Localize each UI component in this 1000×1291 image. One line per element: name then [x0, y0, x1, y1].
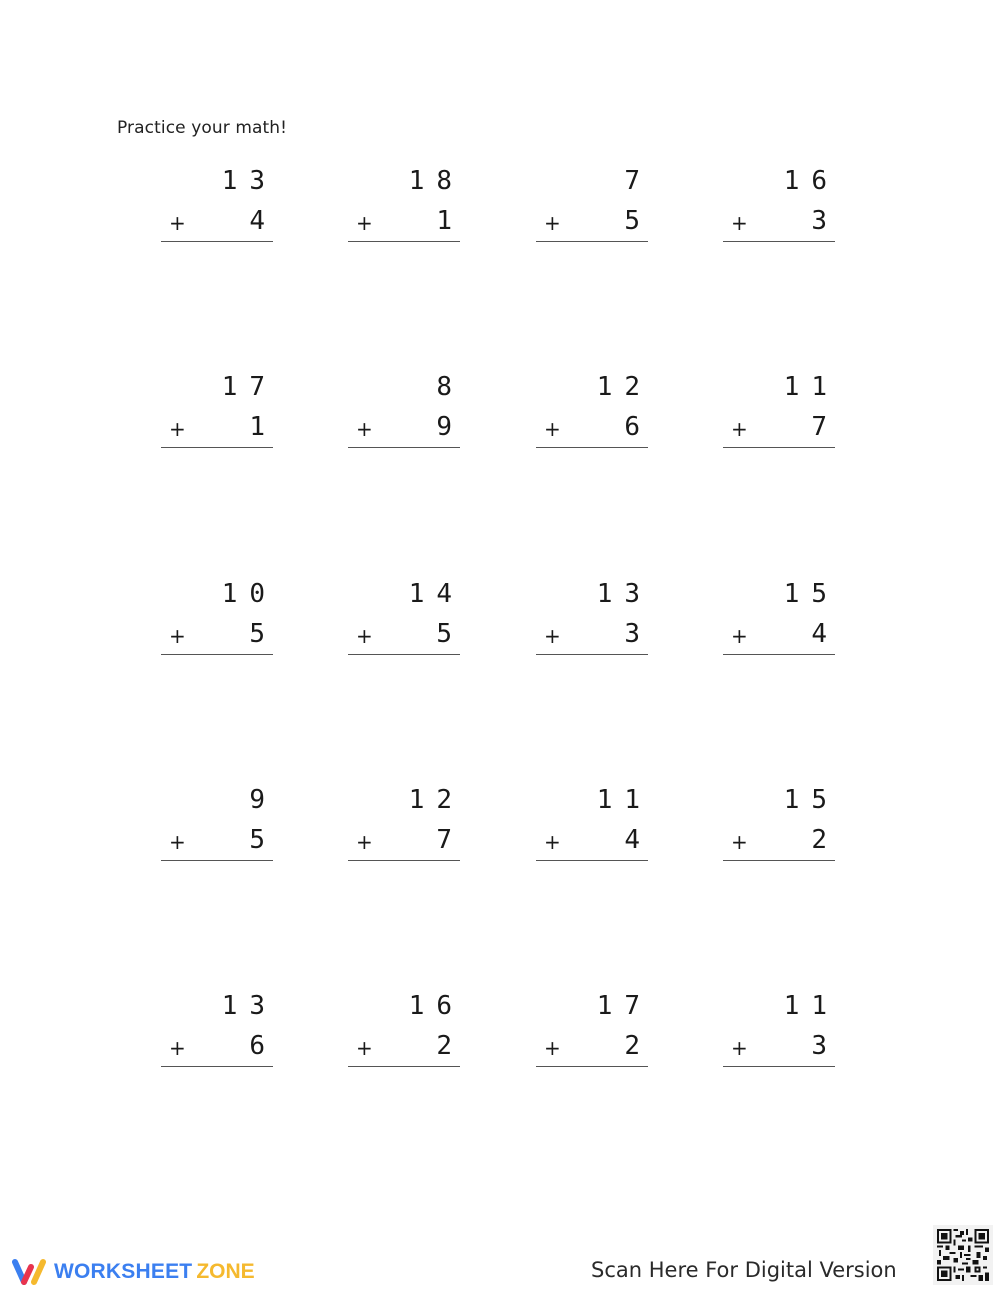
second-addend: 2 [624, 1031, 652, 1061]
first-addend: 9 [249, 785, 277, 815]
first-addend: 13 [221, 991, 277, 1021]
addition-problem [348, 166, 464, 256]
answer-line [161, 1066, 273, 1067]
second-addend: 4 [624, 825, 652, 855]
addition-problem [161, 372, 277, 462]
addition-problem [161, 579, 277, 669]
addition-problem [161, 785, 277, 875]
plus-sign: + [731, 830, 748, 854]
second-addend: 7 [811, 412, 839, 442]
answer-line [348, 447, 460, 448]
answer-line [723, 447, 835, 448]
first-addend: 16 [408, 991, 464, 1021]
plus-sign: + [169, 830, 186, 854]
answer-line [348, 654, 460, 655]
answer-line [161, 241, 273, 242]
first-addend: 11 [783, 991, 839, 1021]
plus-sign: + [356, 830, 373, 854]
answer-line [161, 447, 273, 448]
answer-line [536, 241, 648, 242]
addition-problem [348, 579, 464, 669]
first-addend: 11 [596, 785, 652, 815]
addition-problem [536, 785, 652, 875]
addition-problem [723, 579, 839, 669]
second-addend: 4 [811, 619, 839, 649]
plus-sign: + [169, 624, 186, 648]
answer-line [536, 447, 648, 448]
first-addend: 13 [221, 166, 277, 196]
second-addend: 7 [436, 825, 464, 855]
first-addend: 10 [221, 579, 277, 609]
first-addend: 15 [783, 579, 839, 609]
plus-sign: + [356, 211, 373, 235]
worksheet-zone-logo-icon [10, 1257, 48, 1287]
answer-line [723, 241, 835, 242]
worksheet-zone-logo[interactable] [10, 1256, 255, 1288]
answer-line [723, 860, 835, 861]
addition-problem [536, 372, 652, 462]
second-addend: 5 [436, 619, 464, 649]
answer-line [536, 1066, 648, 1067]
first-addend: 14 [408, 579, 464, 609]
answer-line [536, 654, 648, 655]
plus-sign: + [544, 830, 561, 854]
answer-line [348, 241, 460, 242]
answer-line [723, 1066, 835, 1067]
second-addend: 6 [624, 412, 652, 442]
plus-sign: + [356, 624, 373, 648]
addition-problem [723, 785, 839, 875]
answer-line [161, 654, 273, 655]
addition-problem [161, 991, 277, 1081]
addition-problem [348, 785, 464, 875]
answer-line [348, 1066, 460, 1067]
plus-sign: + [731, 1036, 748, 1060]
first-addend: 18 [408, 166, 464, 196]
qr-code[interactable] [933, 1225, 993, 1285]
plus-sign: + [731, 211, 748, 235]
addition-problem [348, 991, 464, 1081]
plus-sign: + [544, 1036, 561, 1060]
instructions-heading: Practice your math! [117, 118, 288, 138]
first-addend: 17 [596, 991, 652, 1021]
plus-sign: + [169, 1036, 186, 1060]
first-addend: 11 [783, 372, 839, 402]
second-addend: 4 [249, 206, 277, 236]
logo-text-worksheet: WORKSHEET [54, 1260, 193, 1283]
scan-label: Scan Here For Digital Version [591, 1258, 897, 1282]
addition-problem [348, 372, 464, 462]
first-addend: 8 [436, 372, 464, 402]
answer-line [348, 860, 460, 861]
second-addend: 5 [249, 825, 277, 855]
addition-problem [723, 372, 839, 462]
second-addend: 3 [624, 619, 652, 649]
plus-sign: + [169, 417, 186, 441]
second-addend: 3 [811, 206, 839, 236]
second-addend: 3 [811, 1031, 839, 1061]
second-addend: 1 [436, 206, 464, 236]
answer-line [536, 860, 648, 861]
qr-code-icon [937, 1229, 989, 1281]
answer-line [723, 654, 835, 655]
second-addend: 2 [811, 825, 839, 855]
first-addend: 16 [783, 166, 839, 196]
answer-line [161, 860, 273, 861]
addition-problem [536, 991, 652, 1081]
addition-problem [161, 166, 277, 256]
logo-text-zone: ZONE [196, 1260, 255, 1283]
plus-sign: + [544, 624, 561, 648]
plus-sign: + [544, 211, 561, 235]
second-addend: 5 [249, 619, 277, 649]
first-addend: 12 [408, 785, 464, 815]
first-addend: 17 [221, 372, 277, 402]
plus-sign: + [731, 417, 748, 441]
first-addend: 12 [596, 372, 652, 402]
second-addend: 1 [249, 412, 277, 442]
plus-sign: + [169, 211, 186, 235]
plus-sign: + [544, 417, 561, 441]
plus-sign: + [731, 624, 748, 648]
addition-problem [723, 991, 839, 1081]
addition-problem [536, 166, 652, 256]
plus-sign: + [356, 417, 373, 441]
plus-sign: + [356, 1036, 373, 1060]
second-addend: 2 [436, 1031, 464, 1061]
second-addend: 5 [624, 206, 652, 236]
addition-problem [723, 166, 839, 256]
second-addend: 9 [436, 412, 464, 442]
first-addend: 13 [596, 579, 652, 609]
first-addend: 7 [624, 166, 652, 196]
second-addend: 6 [249, 1031, 277, 1061]
addition-problem [536, 579, 652, 669]
first-addend: 15 [783, 785, 839, 815]
